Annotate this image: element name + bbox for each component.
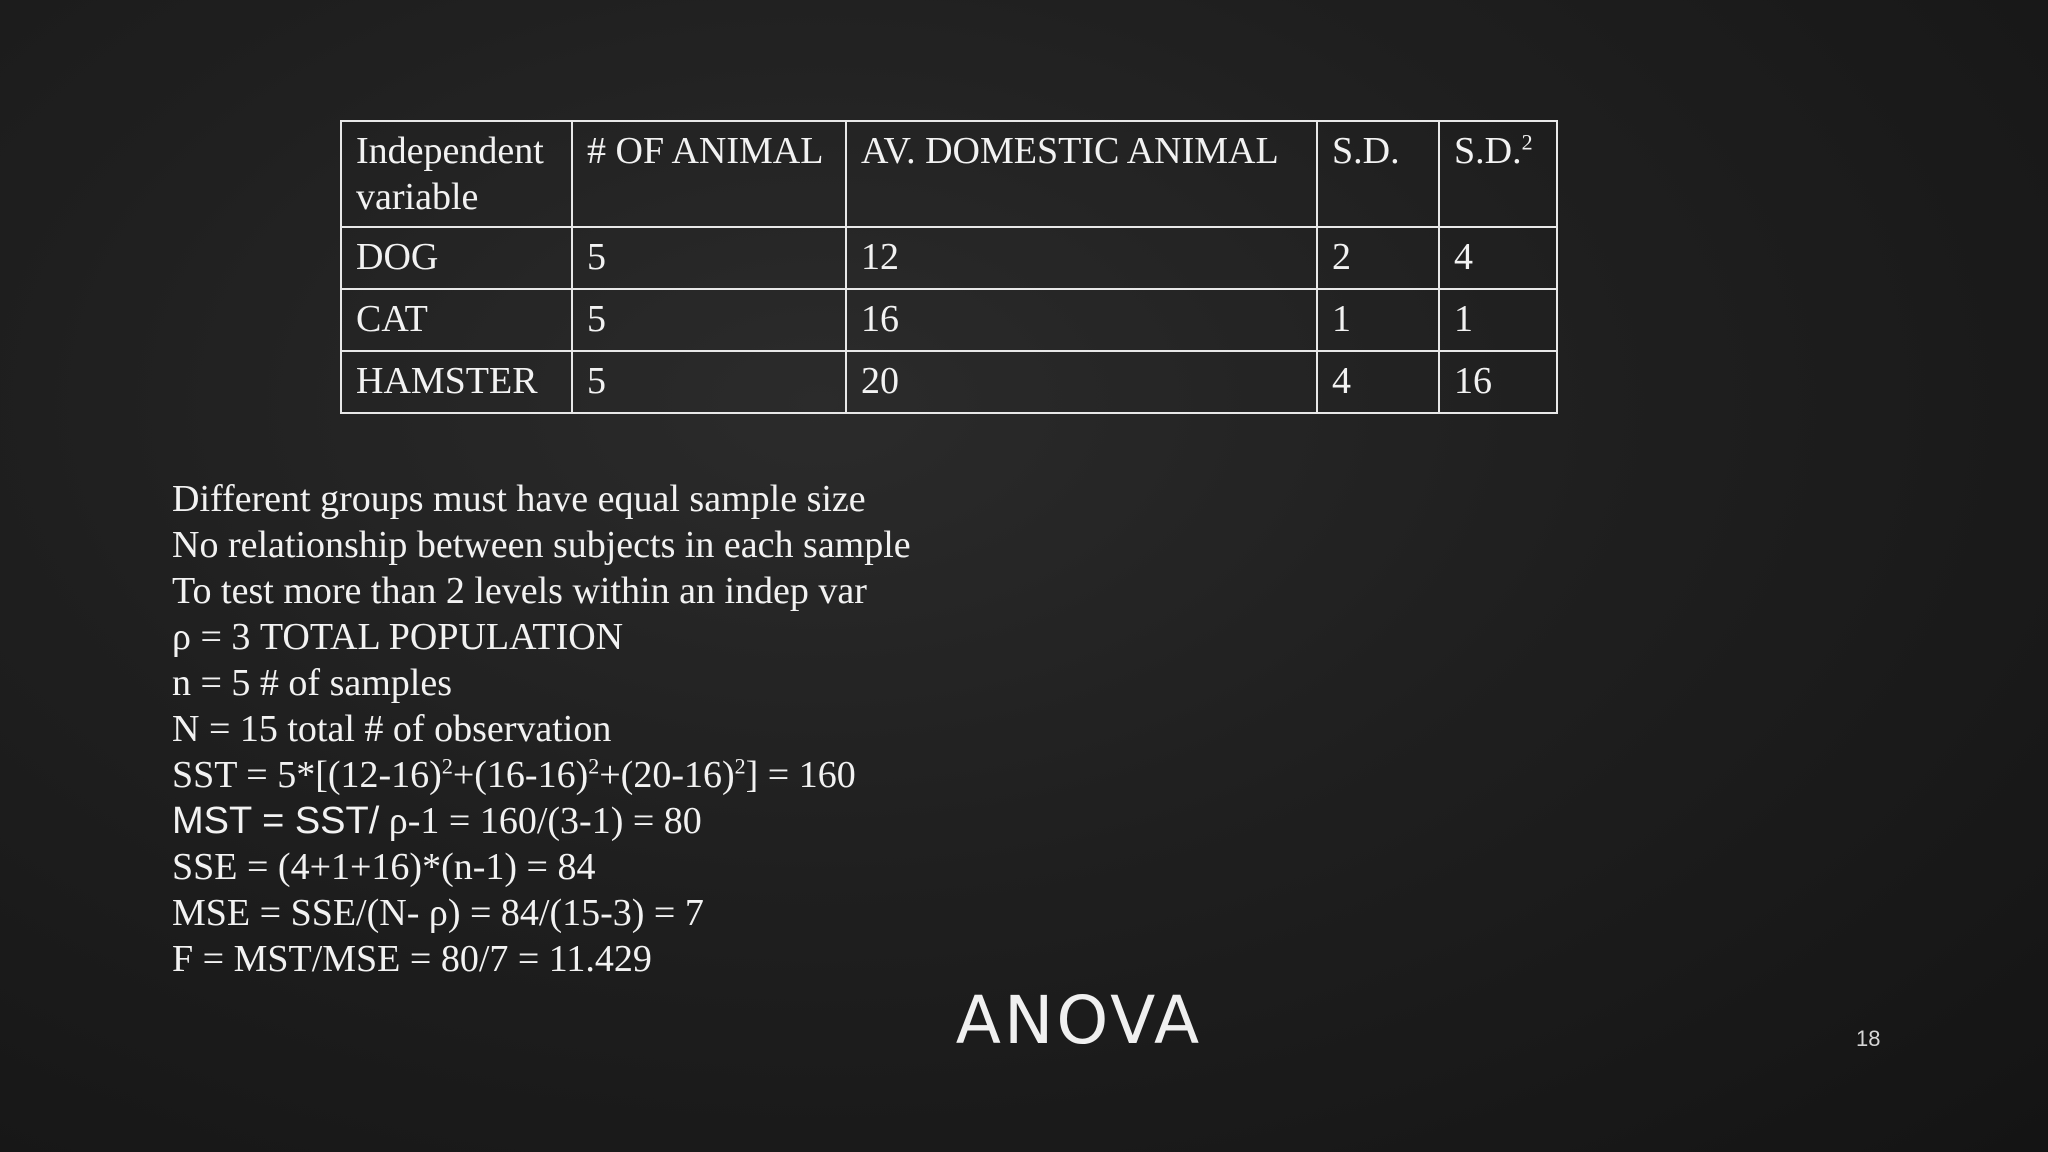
- note-total-population: ρ = 3 TOTAL POPULATION: [172, 616, 624, 658]
- sst-part: ] = 160: [745, 754, 856, 796]
- table-cell: 4: [1439, 227, 1557, 289]
- slide-title: ANOVA: [955, 982, 1203, 1059]
- header-av-domestic-animal: AV. DOMESTIC ANIMAL: [846, 121, 1317, 227]
- table-cell: 2: [1317, 227, 1439, 289]
- table-cell: CAT: [341, 289, 572, 351]
- table-cell: 16: [846, 289, 1317, 351]
- sst-part: SST = 5*[(12-16): [172, 754, 442, 796]
- formula-sse: SSE = (4+1+16)*(n-1) = 84: [172, 846, 596, 888]
- table-cell: HAMSTER: [341, 351, 572, 413]
- table-row-cat: [341, 289, 1557, 351]
- table-cell: 16: [1439, 351, 1557, 413]
- table-cell: 1: [1317, 289, 1439, 351]
- header-independent-variable: Independent variable: [341, 121, 572, 227]
- page-number: 18: [1856, 1026, 1881, 1051]
- table-cell: 4: [1317, 351, 1439, 413]
- table-cell: 5: [572, 289, 846, 351]
- note-total-observations: N = 15 total # of observation: [172, 708, 612, 750]
- table-header-row: [341, 121, 1557, 227]
- formula-f: F = MST/MSE = 80/7 = 11.429: [172, 938, 652, 980]
- mst-part-sans: MST = SST/: [172, 800, 380, 842]
- formula-sst: [172, 752, 911, 798]
- table-cell: 20: [846, 351, 1317, 413]
- table-cell: 5: [572, 351, 846, 413]
- header-sd-squared-exponent: 2: [1521, 129, 1533, 155]
- table-row-dog: [341, 227, 1557, 289]
- sst-exponent: 2: [588, 753, 600, 779]
- mst-part: ρ-1 = 160/(3-1) = 80: [379, 800, 702, 842]
- table-cell: 5: [572, 227, 846, 289]
- note-test-levels: To test more than 2 levels within an indep var: [172, 570, 867, 612]
- sst-part: +(20-16): [599, 754, 735, 796]
- table-cell: 12: [846, 227, 1317, 289]
- header-sd-squared-label: S.D.: [1454, 130, 1522, 172]
- table-row-hamster: [341, 351, 1557, 413]
- formula-mst: [172, 798, 911, 844]
- note-no-relationship: No relationship between subjects in each sample: [172, 524, 911, 566]
- table-cell: DOG: [341, 227, 572, 289]
- data-table: [340, 120, 1558, 414]
- table-cell: 1: [1439, 289, 1557, 351]
- formula-mse: MSE = SSE/(N- ρ) = 84/(15-3) = 7: [172, 892, 704, 934]
- sst-part: +(16-16): [452, 754, 589, 796]
- header-number-of-animal: # OF ANIMAL: [572, 121, 846, 227]
- sst-exponent: 2: [734, 753, 746, 779]
- header-sd: S.D.: [1317, 121, 1439, 227]
- sst-exponent: 2: [441, 753, 453, 779]
- notes-list: [172, 476, 911, 982]
- header-sd-squared: [1439, 121, 1557, 227]
- note-equal-sample-size: Different groups must have equal sample size: [172, 478, 866, 520]
- note-num-samples: n = 5 # of samples: [172, 662, 453, 704]
